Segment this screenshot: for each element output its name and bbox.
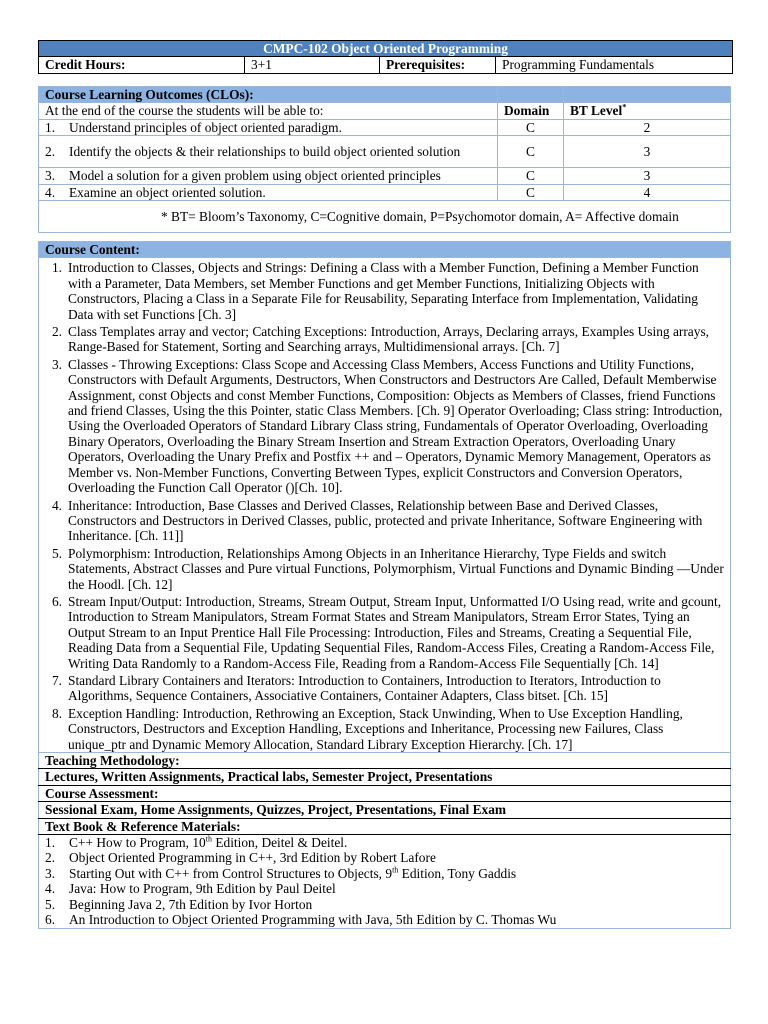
list-item: 6. An Introduction to Object Oriented Programming with Java, 5th Edition by C. Thomas Wu xyxy=(45,912,557,928)
course-header-table xyxy=(38,40,733,74)
list-item: 4. Java: How to Program, 9th Edition by Paul Deitel xyxy=(45,881,336,897)
clo-bt-level: 4 xyxy=(564,184,731,200)
prerequisites-label: Prerequisites: xyxy=(380,57,496,73)
clo-bt-level: 2 xyxy=(564,119,731,135)
clo-row: 4. Examine an object oriented solution. C 4 xyxy=(39,184,731,200)
course-assessment-label: Course Assessment: xyxy=(39,785,731,801)
clo-heading: Course Learning Outcomes (CLOs): xyxy=(39,87,498,103)
clo-intro: At the end of the course the students will be able to: xyxy=(39,103,498,119)
credit-hours-label: Credit Hours: xyxy=(39,57,245,73)
clo-row: 2. Identify the objects & their relationships to build object oriented solution C 3 xyxy=(39,136,731,168)
teaching-methodology-value: Lectures, Written Assignments, Practical labs, Semester Project, Presentations xyxy=(39,769,731,785)
list-item: 8. Exception Handling: Introduction, Rethrowing an Exception, Stack Unwinding, When to Use Exception Handling, Constructors, Destructors and Exception Handling, Exceptions and Inheritance, Processing new Failures, Class unique_ptr and Dynamic Memory Allocation, Standard Library Exception Hierarchy. [Ch. 17] xyxy=(51,705,683,752)
clo-bt-level: 3 xyxy=(564,136,731,168)
list-item: 1. Introduction to Classes, Objects and Strings: Defining a Class with a Member Function, Defining a Member Function with a Parameter, Data Members, set Member Functions and get Member Functions, Initializing Objects with Constructors, Placing a Class in a Separate File for Reusability, Separating Interface from Implementation, Validating Data with set Functions [Ch. 3] xyxy=(51,260,699,322)
list-item: 5. Polymorphism: Introduction, Relationships Among Objects in an Inheritance Hierarchy, Type Fields and switch Statements, Abstract Classes and Pure virtual Functions, Polymorphism, Virtual Functions and Dynamic Binding —Under the Hoodl. [Ch. 12] xyxy=(51,545,724,592)
list-item: 2. Class Templates array and vector; Catching Exceptions: Introduction, Arrays, Declaring arrays, Examples Using arrays, Range-Based for Statement, Sorting and Searching arrays, Multidimensional arrays. [Ch. 7] xyxy=(51,324,710,355)
list-item: 1. C++ How to Program, 10th Edition, Deitel & Deitel. xyxy=(45,834,348,851)
clo-bt-level: 3 xyxy=(564,168,731,184)
list-item: 5. Beginning Java 2, 7th Edition by Ivor Horton xyxy=(45,896,313,912)
list-item: 3. Classes - Throwing Exceptions: Class Scope and Accessing Class Members, Access Functions and Utility Functions, Constructors with Default Arguments, Destructors, When Constructors and Destructors Are Called, Default Memberwise Assignment, const Objects and const Member Functions, Composition: Objects as Members of Classes, friend Functions and friend Classes, Using the this Pointer, static Class Members. [Ch. 9] Operator Overloading; Class string: Introduction, Using the Overloaded Operators of Standard Library Class string, Fundamentals of Operator Overloading, Overloading Binary Operators, Overloading the Binary Stream Insertion and Stream Extraction Operators, Overloading Unary Operators, Overloading the Unary Prefix and Postfix ++ and – Operators, Dynamic Memory Management, Operators as Member vs. Non-Member Functions, Converting Between Types, explicit Constructors and Conversion Operators, Overloading the Function Call Operator ()[Ch. 10]. xyxy=(51,356,723,496)
clo-table xyxy=(38,86,731,233)
clo-row: 3. Model a solution for a given problem using object oriented principles C 3 xyxy=(39,168,731,184)
clo-heading-blank xyxy=(498,87,564,103)
reference-books-list xyxy=(45,835,724,927)
list-item: 7. Standard Library Containers and Iterators: Introduction to Containers, Introduction to Iterators, Introduction to Algorithms, Sequence Containers, Associative Containers, Container Adapters, Class bitset. [Ch. 15] xyxy=(51,672,661,704)
list-item: 4. Inheritance: Introduction, Base Classes and Derived Classes, Relationship between Base and Derived Classes, Constructors and Destructors in Derived Classes, public, protected and private Inheritance, Software Engineering with Inheritance. [Ch. 11]] xyxy=(51,497,703,544)
list-item: 3. Starting Out with C++ from Control Structures to Objects, 9th Edition, Tony Gaddis xyxy=(45,865,517,881)
clo-domain: C xyxy=(498,184,564,200)
course-title: CMPC-102 Object Oriented Programming xyxy=(39,41,733,57)
course-content-heading: Course Content: xyxy=(39,242,731,258)
clo-domain: C xyxy=(498,119,564,135)
bt-footnote: * BT= Bloom’s Taxonomy, C=Cognitive domain, P=Psychomotor domain, A= Affective domain xyxy=(39,201,731,233)
teaching-methodology-label: Teaching Methodology: xyxy=(39,753,731,769)
clo-heading-blank-2 xyxy=(564,87,731,103)
clo-domain: C xyxy=(498,168,564,184)
course-assessment-value: Sessional Exam, Home Assignments, Quizzes, Project, Presentations, Final Exam xyxy=(39,802,731,818)
clo-domain: C xyxy=(498,136,564,168)
text-book-label: Text Book & Reference Materials: xyxy=(39,818,731,834)
clo-row: 1. Understand principles of object oriented paradigm. C 2 xyxy=(39,119,731,135)
list-item: 6. Stream Input/Output: Introduction, Streams, Stream Output, Stream Input, Unformatted I/O Using read, write and gcount, Introduction to Stream Manipulators, Stream Format States and Stream Manipulators, Stream Error States, Tying an Output Stream to an Input Prentice Hall File Processing: Introduction, Files and Streams, Creating a Sequential File, Reading Data from a Sequential File, Updating Sequential Files, Random-Access Files, Creating a Random-Access File, Writing Data Randomly to a Random-Access File, Reading from a Random-Access File Sequentially [Ch. 14] xyxy=(51,593,722,671)
domain-column-header: Domain xyxy=(498,103,564,119)
course-content-table xyxy=(38,241,731,929)
list-item: 2. Object Oriented Programming in C++, 3rd Edition by Robert Lafore xyxy=(45,850,436,866)
prerequisites-value: Programming Fundamentals xyxy=(496,57,733,73)
bt-level-column-header: BT Level* xyxy=(564,103,731,119)
credit-hours-value: 3+1 xyxy=(245,57,380,73)
course-topics-list xyxy=(45,260,724,752)
